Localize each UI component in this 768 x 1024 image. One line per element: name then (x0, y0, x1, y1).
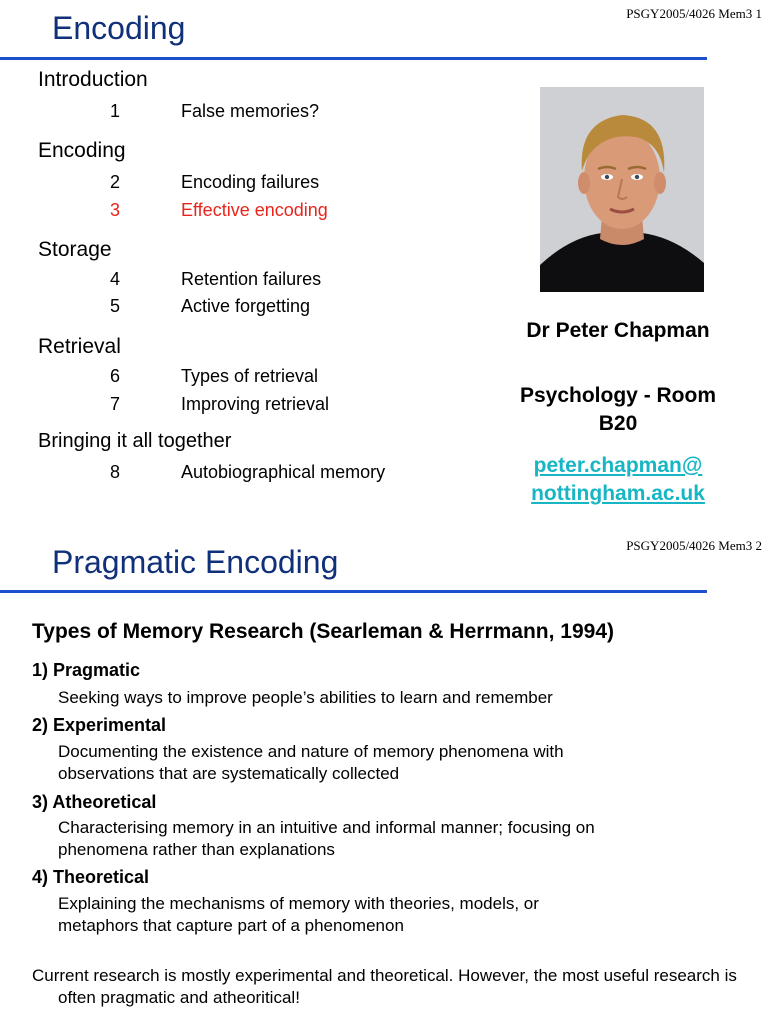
research-type-description (58, 687, 688, 709)
description-line: Documenting the existence and nature of memory phenomena with (58, 742, 564, 761)
item-number: 7 (110, 394, 121, 414)
email-link-line-1[interactable]: peter.chapman@ (533, 454, 703, 477)
item-text: Autobiographical memory (181, 462, 386, 482)
item-number: 6 (110, 366, 121, 386)
research-type-description (58, 893, 688, 937)
room-line-2: B20 (598, 412, 638, 435)
slide-title: Pragmatic Encoding (52, 544, 339, 580)
title-rule (0, 57, 707, 60)
slide-code: PSGY2005/4026 Mem3 1 (626, 6, 762, 21)
item-number: 4 (110, 269, 121, 289)
description-line: Characterising memory in an intuitive and informal manner; focusing on (58, 818, 595, 837)
research-type-heading: 3) Atheoretical (32, 792, 157, 812)
item-number: 8 (110, 462, 121, 482)
section-heading: Bringing it all together (38, 430, 232, 452)
item-number: 2 (110, 172, 121, 192)
description-line: Seeking ways to improve people’s abilities to learn and remember (58, 688, 553, 707)
description-line: metaphors that capture part of a phenomenon (58, 916, 404, 935)
item-text: Improving retrieval (181, 394, 330, 414)
section-heading: Retrieval (38, 335, 121, 358)
item-number: 1 (110, 101, 121, 121)
item-text: False memories? (181, 101, 320, 121)
item-text: Encoding failures (181, 172, 320, 192)
slide-subtitle: Types of Memory Research (Searleman & Herrmann, 1994) (32, 620, 615, 643)
research-type-heading: 4) Theoretical (32, 867, 150, 887)
research-type-heading: 2) Experimental (32, 715, 167, 735)
description-line: observations that are systematically collected (58, 764, 400, 783)
description-line: phenomena rather than explanations (58, 840, 335, 859)
description-line: Explaining the mechanisms of memory with theories, models, or (58, 894, 539, 913)
item-text: Retention failures (181, 269, 322, 289)
slide-2 (0, 512, 768, 1024)
item-text: Effective encoding (181, 200, 328, 220)
title-rule (0, 590, 707, 593)
research-type-description (58, 817, 688, 861)
conclusion-text: Current research is mostly experimental and theoretical. However, the most useful research is often pragmatic and atheoritical! (32, 966, 737, 1007)
item-text: Types of retrieval (181, 366, 319, 386)
item-number: 5 (110, 296, 121, 316)
lecturer-photo (540, 87, 704, 292)
slide-title: Encoding (52, 10, 186, 46)
section-heading: Introduction (38, 68, 148, 91)
email-link-line-2[interactable]: nottingham.ac.uk (531, 482, 705, 505)
slide-code: PSGY2005/4026 Mem3 2 (626, 538, 762, 553)
research-type-description (58, 741, 688, 785)
item-text: Active forgetting (181, 296, 311, 316)
section-heading: Storage (38, 238, 112, 261)
item-number: 3 (110, 200, 121, 220)
lecturer-name: Dr Peter Chapman (526, 319, 710, 342)
section-heading: Encoding (38, 139, 126, 162)
portrait-image (540, 87, 704, 292)
research-type-heading: 1) Pragmatic (32, 660, 141, 680)
room-line-1: Psychology - Room (519, 384, 717, 407)
